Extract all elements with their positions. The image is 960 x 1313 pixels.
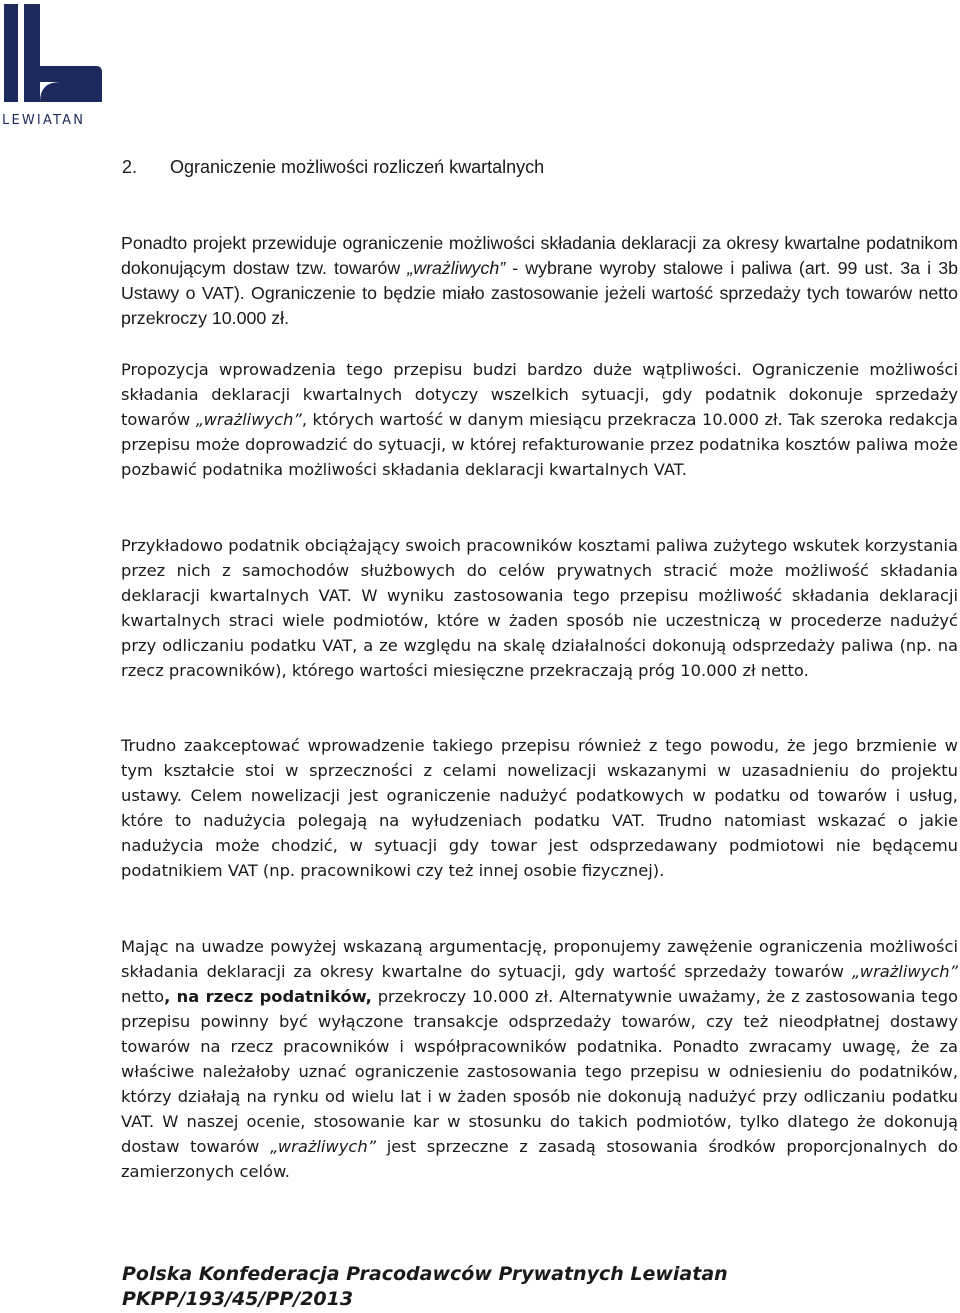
paragraph-2-emphasis: „wrażliwych” <box>195 410 302 429</box>
paragraph-5-text-c: przekroczy 10.000 zł. Alternatywnie uważamy, że z zastosowania tego przepisu powinny być wyłączone transakcje odsprzedaży towarów, czy też nieodpłatnej dostawy towarów na rzecz pracowników i współpracowników podatnika. Ponadto zwracamy uwagę, że za właściwe należałoby uznać ograniczenie zastosowania tego przepisu w odniesieniu do podatników, którzy działają na rynku od wielu lat i w żaden sposób nie dokonują nadużyć przy odliczaniu podatku VAT. W naszej ocenie, stosowanie kar w stosunku do takich podmiotów, tylko dlatego że dokonują dostaw towarów <box>121 987 959 1156</box>
section-heading <box>122 157 544 178</box>
section-title: Ograniczenie możliwości rozliczeń kwartalnych <box>170 157 545 177</box>
paragraph-4-text: Trudno zaakceptować wprowadzenie takiego przepisu również z tego powodu, że jego brzmienie w tym kształcie stoi w sprzeczności z celami nowelizacji wskazanymi w uzasadnieniu do projektu ustawy. Celem nowelizacji jest ograniczenie nadużyć podatkowych w podatku od towarów i usług, które to nadużycia polegają na wyłudzeniach podatku VAT. Trudno natomiast wskazać o jakie nadużycia może chodzić, w sytuacji gdy towar jest odsprzedawany podmiotowi nie będącemu podatnikiem VAT (np. pracownikowi czy też innej osobie fizycznej). <box>121 736 958 880</box>
paragraph-5-text-b: netto <box>121 987 165 1006</box>
paragraph-2-text-b: , których wartość w danym miesiącu przekracza 10.000 zł. Tak szeroka redakcja przepisu może doprowadzić do sytuacji, w której refakturowanie przez podatnika kosztów paliwa może pozbawić podatnika możliwości składania deklaracji kwartalnych VAT. <box>121 410 958 479</box>
paragraph-5-emphasis-2: „wrażliwych” <box>269 1137 377 1156</box>
footer-organization: Polska Konfederacja Pracodawców Prywatnych Lewiatan <box>122 1263 728 1285</box>
footer <box>122 1262 728 1312</box>
paragraph-4 <box>121 733 958 883</box>
paragraph-1-text-a: Ponadto projekt przewiduje ograniczenie możliwości składania deklaracji za okresy kwartalne podatnikom dokonującym dostaw tzw. towarów <box>121 233 958 278</box>
paragraph-3-text: Przykładowo podatnik obciążający swoich pracowników kosztami paliwa zużytego wskutek korzystania przez nich z samochodów służbowych do celów prywatnych stracić może możliwość składania deklaracji kwartalnych VAT. W wyniku zastosowania tego przepisu możliwość składania deklaracji kwartalnych straci wiele podmiotów, które w żaden sposób nie uczestniczą w procederze nadużyć przy odliczaniu podatku VAT, a ze względu na skalę działalności dokonują odsprzedaży paliwa (np. na rzecz pracowników), którego wartości miesięczne przekraczają próg 10.000 zł netto. <box>121 536 958 680</box>
paragraph-5-bold: , na rzecz podatników, <box>164 987 372 1006</box>
paragraph-1-emphasis: „wrażliwych” <box>407 258 506 278</box>
paragraph-2-text-a: Propozycja wprowadzenia tego przepisu budzi bardzo duże wątpliwości. Ograniczenie możliwości składania deklaracji kwartalnych dotyczy wszelkich sytuacji, gdy podatnik dokonuje sprzedaży towarów <box>121 360 958 429</box>
paragraph-5-text-a: Mając na uwadze powyżej wskazaną argumentację, proponujemy zawężenie ograniczenia możliwości składania deklaracji za okresy kwartalne do sytuacji, gdy wartość sprzedaży towarów <box>121 937 958 981</box>
paragraph-1 <box>121 231 958 331</box>
paragraph-1-text-b: - wybrane wyroby stalowe i paliwa (art. 99 ust. 3a i 3b Ustawy o VAT). Ograniczenie to będzie miało zastosowanie jeżeli wartość sprzedaży tych towarów netto przekroczy 10.000 zł. <box>121 258 958 328</box>
paragraph-5-emphasis-1: „wrażliwych” <box>851 962 958 981</box>
logo-text: LEWIATAN <box>2 113 86 128</box>
paragraph-3 <box>121 533 958 683</box>
section-number: 2. <box>122 157 138 177</box>
footer-reference: PKPP/193/45/PP/2013 <box>122 1288 354 1310</box>
paragraph-2 <box>121 357 958 482</box>
paragraph-5 <box>121 934 958 1184</box>
paragraph-5-text-d: jest sprzeczne z zasadą stosowania środków proporcjonalnych do zamierzonych celów. <box>121 1137 958 1181</box>
